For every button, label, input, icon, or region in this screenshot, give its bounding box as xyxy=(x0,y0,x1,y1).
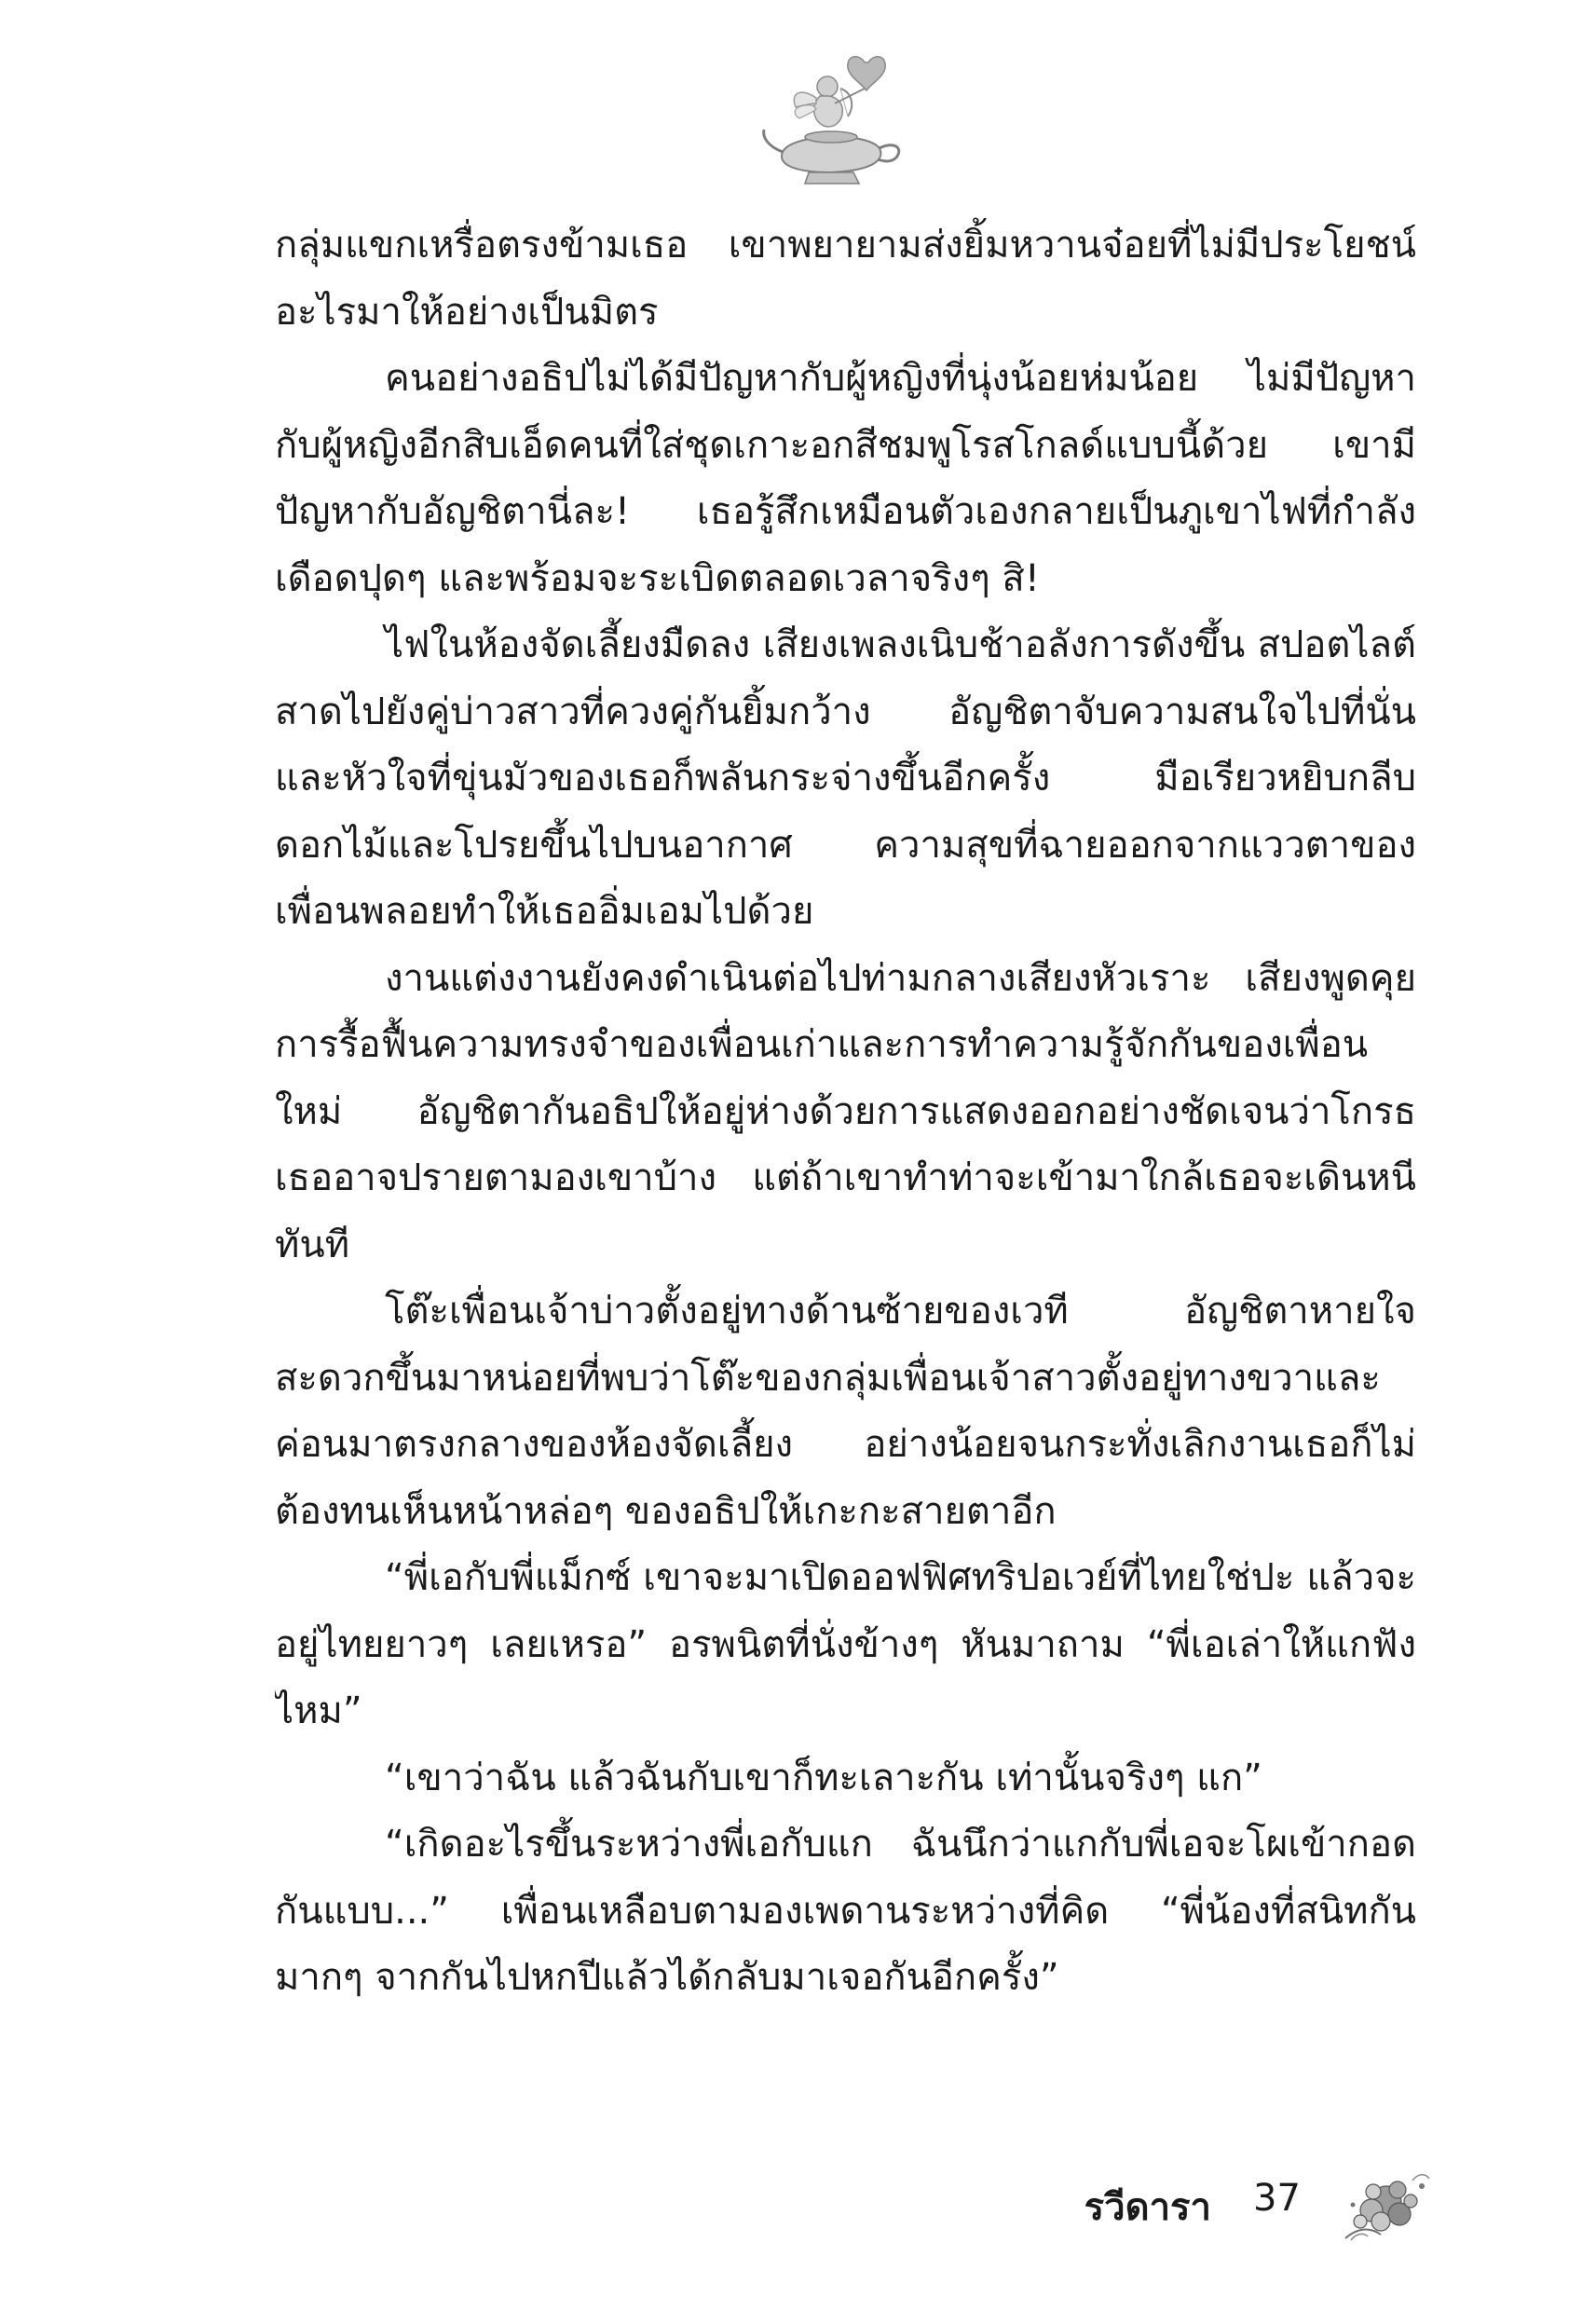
body-text xyxy=(275,212,1416,2058)
page-number: 37 xyxy=(1253,2177,1301,2220)
paragraph: งานแต่งงานยังคงดำเนินต่อไปท่ามกลางเสียงหัวเราะ เสียงพูดคุยการรื้อฟื้นความทรงจำของเพื่อนเก่าและการทำความรู้จักกันของเพื่อนใหม่ อัญชิตากันอธิปให้อยู่ห่างด้วยการแสดงออกอย่างชัดเจนว่าโกรธ เธออาจปรายตามองเขาบ้าง แต่ถ้าเขาทำท่าจะเข้ามาใกล้เธอจะเดินหนีทันที xyxy=(275,956,1416,1266)
cupid-teapot-icon xyxy=(755,51,913,191)
paragraph: โต๊ะเพื่อนเจ้าบ่าวตั้งอยู่ทางด้านซ้ายของเวที อัญชิตาหายใจสะดวกขึ้นมาหน่อยที่พบว่าโต๊ะของกลุ่มเพื่อนเจ้าสาวตั้งอยู่ทางขวาและค่อนมาตรงกลางของห้องจัดเลี้ยง อย่างน้อยจนกระทั่งเลิกงานเธอก็ไม่ต้องทนเห็นหน้าหล่อๆ ของอธิปให้เกะกะสายตาอีก xyxy=(275,1290,1416,1533)
paragraph: คนอย่างอธิปไม่ได้มีปัญหากับผู้หญิงที่นุ่งน้อยห่มน้อย ไม่มีปัญหากับผู้หญิงอีกสิบเอ็ดคนที่ใส่ชุดเกาะอกสีชมพูโรสโกลด์แบบนี้ด้วย เขามีปัญหากับอัญชิตานี่ละ! เธอรู้สึกเหมือนตัวเองกลายเป็นภูเขาไฟที่กำลังเดือดปุดๆ และพร้อมจะระเบิดตลอดเวลาจริงๆ สิ! xyxy=(275,357,1416,600)
paragraph: ไฟในห้องจัดเลี้ยงมืดลง เสียงเพลงเนิบช้าอลังการดังขึ้น สปอตไลต์สาดไปยังคู่บ่าวสาวที่ควงคู่กันยิ้มกว้าง อัญชิตาจับความสนใจไปที่นั่นและหัวใจที่ขุ่นมัวของเธอก็พลันกระจ่างขึ้นอีกครั้ง มือเรียวหยิบกลีบดอกไม้และโปรยขึ้นไปบนอากาศ ความสุขที่ฉายออกจากแววตาของเพื่อนพลอยทำให้เธออิ่มเอมไปด้วย xyxy=(275,623,1416,933)
paragraph: “พี่เอกับพี่แม็กซ์ เขาจะมาเปิดออฟฟิศทริปอเวย์ที่ไทยใช่ปะ แล้วจะอยู่ไทยยาวๆ เลยเหรอ” อรพนิตที่นั่งข้างๆ หันมาถาม “พี่เอเล่าให้แกฟังไหม” xyxy=(275,1556,1416,1732)
flower-cluster-icon xyxy=(1332,2160,1435,2249)
paragraph: “เกิดอะไรขึ้นระหว่างพี่เอกับแก ฉันนึกว่าแกกับพี่เอจะโผเข้ากอดกันแบบ...” เพื่อนเหลือบตามองเพดานระหว่างที่คิด “พี่น้องที่สนิทกันมากๆ จากกันไปหกปีแล้วได้กลับมาเจอกันอีกครั้ง” xyxy=(275,1823,1416,1999)
paragraph: กลุ่มแขกเหรื่อตรงข้ามเธอ เขาพยายามส่งยิ้มหวานจ๋อยที่ไม่มีประโยชน์อะไรมาให้อย่างเป็นมิตร xyxy=(275,224,1416,334)
page-footer xyxy=(1053,2160,1444,2253)
book-title: รวีดารา xyxy=(1084,2186,1211,2229)
paragraph: “เขาว่าฉัน แล้วฉันกับเขาก็ทะเลาะกัน เท่านั้นจริงๆ แก” xyxy=(385,1756,1262,1799)
